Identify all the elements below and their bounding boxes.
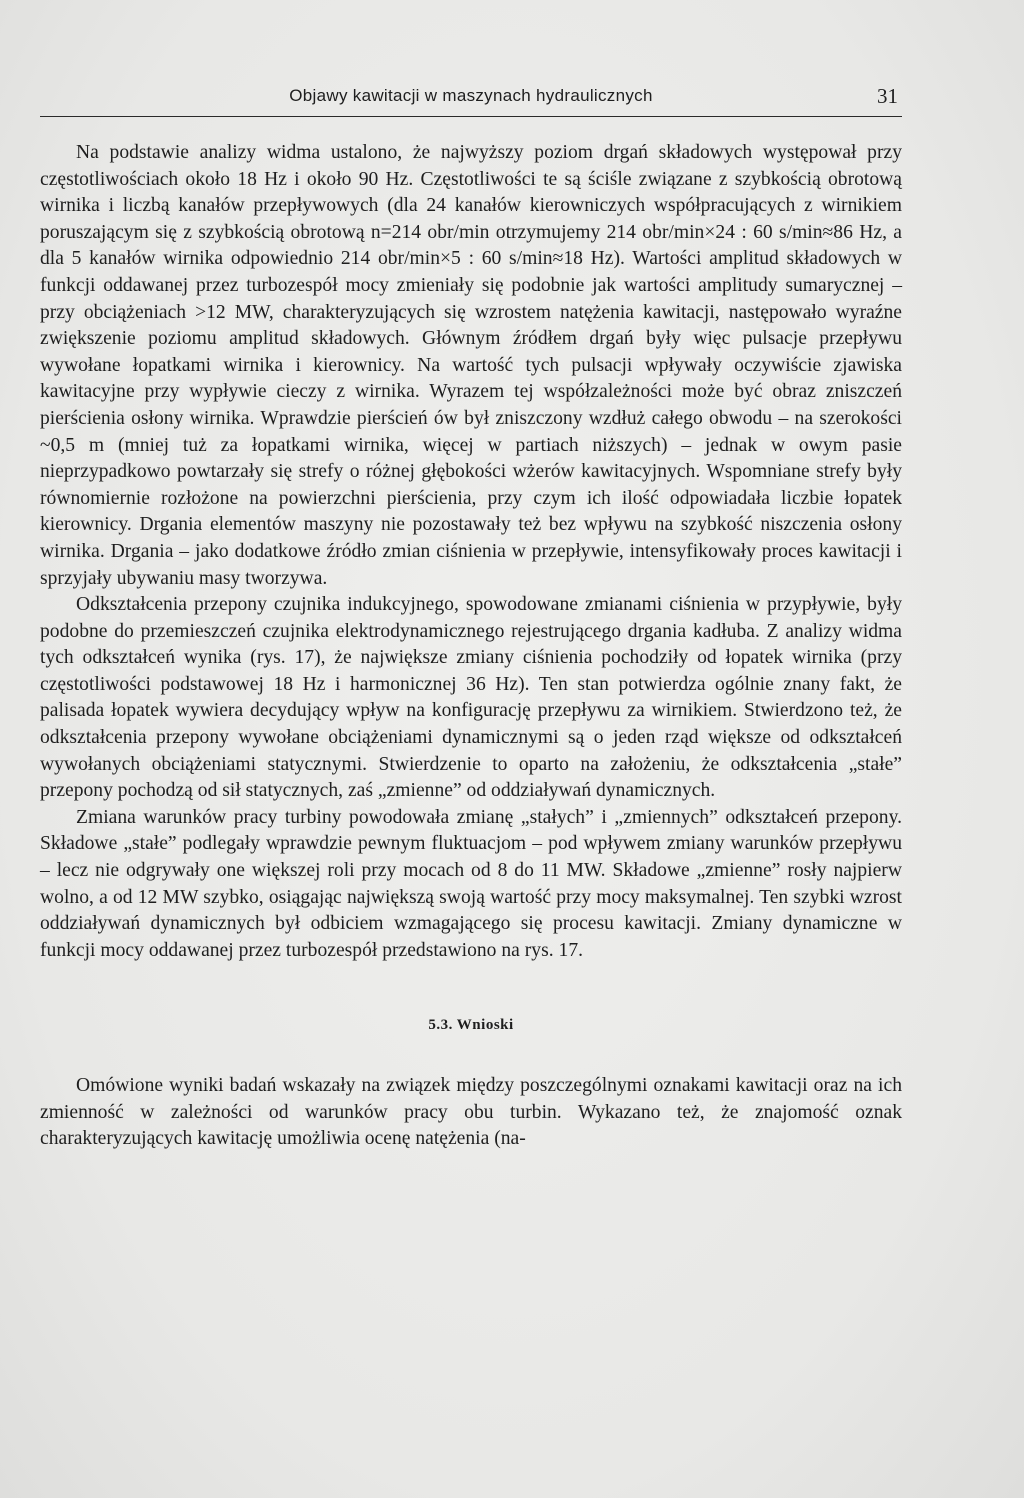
page-number: 31 (877, 84, 898, 108)
page-header (40, 86, 902, 117)
running-title: Objawy kawitacji w maszynach hydraulicznych (289, 86, 653, 105)
paragraph-3: Zmiana warunków pracy turbiny powodowała zmianę „stałych” i „zmiennych” odkształceń przepony. Składowe „stałe” podlegały wprawdzie pewnym fluktuacjom – pod wpływem zmiany warunków przepływu – lecz nie odgrywały one większej roli przy mocach od 8 do 11 MW. Składowe „zmienne” rosły najpierw wolno, a od 12 MW szybko, osiągając największą swoją wartość przy mocy maksymalnej. Ten szybki wzrost oddziaływań dynamicznych był odbiciem wzmagającego się procesu kawitacji. Zmiany dynamiczne w funkcji mocy oddawanej przez turbozespół przedstawiono na rys. 17. (40, 806, 902, 961)
section-paragraph-1: Omówione wyniki badań wskazały na związek między poszczególnymi oznakami kawitacji oraz na ich zmienność w zależności od warunków pracy obu turbin. Wykazano też, że znajomość oznak charakteryzujących kawitację umożliwia ocenę natężenia (na- (40, 1075, 902, 1150)
section-heading: 5.3. Wnioski (428, 1017, 514, 1034)
body-text (40, 140, 902, 1153)
paragraph-1: Na podstawie analizy widma ustalono, że najwyższy poziom drgań składowych występował przy częstotliwościach około 18 Hz i około 90 Hz. Częstotliwości te są ściśle związane z szybkością obrotową wirnika i liczbą kanałów przepływowych (dla 24 kanałów kierowniczych współpracujących z wirnikiem poruszającym się z szybkością obrotową n=214 obr/min otrzymujemy 214 obr/min×24 : 60 s/min≈86 Hz, a dla 5 kanałów wirnika odpowiednio 214 obr/min×5 : 60 s/min≈18 Hz). Wartości amplitud składowych w funkcji oddawanej przez turbozespół mocy zmieniały się podobnie jak wartości amplitudy sumarycznej – przy obciążeniach >12 MW, charakteryzujących się wzrostem natężenia kawitacji, następowało wyraźne zwiększenie poziomu amplitud składowych. Głównym źródłem drgań były więc pulsacje przepływu wywołane łopatkami wirnika i kierownicy. Na wartość tych pulsacji wpływały oczywiście zjawiska kawitacyjne przy wypływie cieczy z wirnika. Wyrazem tej współzależności może być obraz zniszczeń pierścienia osłony wirnika. Wprawdzie pierścień ów był zniszczony wzdłuż całego obwodu – na szerokości ~0,5 m (mniej tuż za łopatkami wirnika, więcej w partiach niższych) – jednak w owym pasie nieprzypadkowo powtarzały się strefy o różnej głębokości wżerów kawitacyjnych. Wspomniane strefy były równomiernie rozłożone na powierzchni pierścienia, przy czym ich ilość odpowiadała liczbie łopatek kierownicy. Drgania elementów maszyny nie pozostawały też bez wpływu na szybkość niszczenia osłony wirnika. Drgania – jako dodatkowe źródło zmian ciśnienia w przepływie, intensyfikowały proces kawitacji i sprzyjały ubywaniu masy tworzywa. (40, 142, 902, 589)
paragraph-2: Odkształcenia przepony czujnika indukcyjnego, spowodowane zmianami ciśnienia w przypływie, były podobne do przemieszczeń czujnika elektrodynamicznego rejestrującego drgania kadłuba. Z analizy widma tych odkształceń wynika (rys. 17), że największe zmiany ciśnienia pochodziły od łopatek wirnika (przy częstotliwości podstawowej 18 Hz i harmonicznej 36 Hz). Ten stan potwierdza ogólnie znany fakt, że palisada łopatek wywiera decydujący wpływ na konfigurację przepływu za wirnikiem. Stwierdzono też, że odkształcenia przepony wywołane obciążeniami dynamicznymi są o jeden rząd większe od odkształceń wywołanych obciążeniami statycznymi. Stwierdzenie to oparto na założeniu, że odkształcenia „stałe” przepony pochodzą od sił statycznych, zaś „zmienne” od oddziaływań dynamicznych. (40, 594, 902, 802)
